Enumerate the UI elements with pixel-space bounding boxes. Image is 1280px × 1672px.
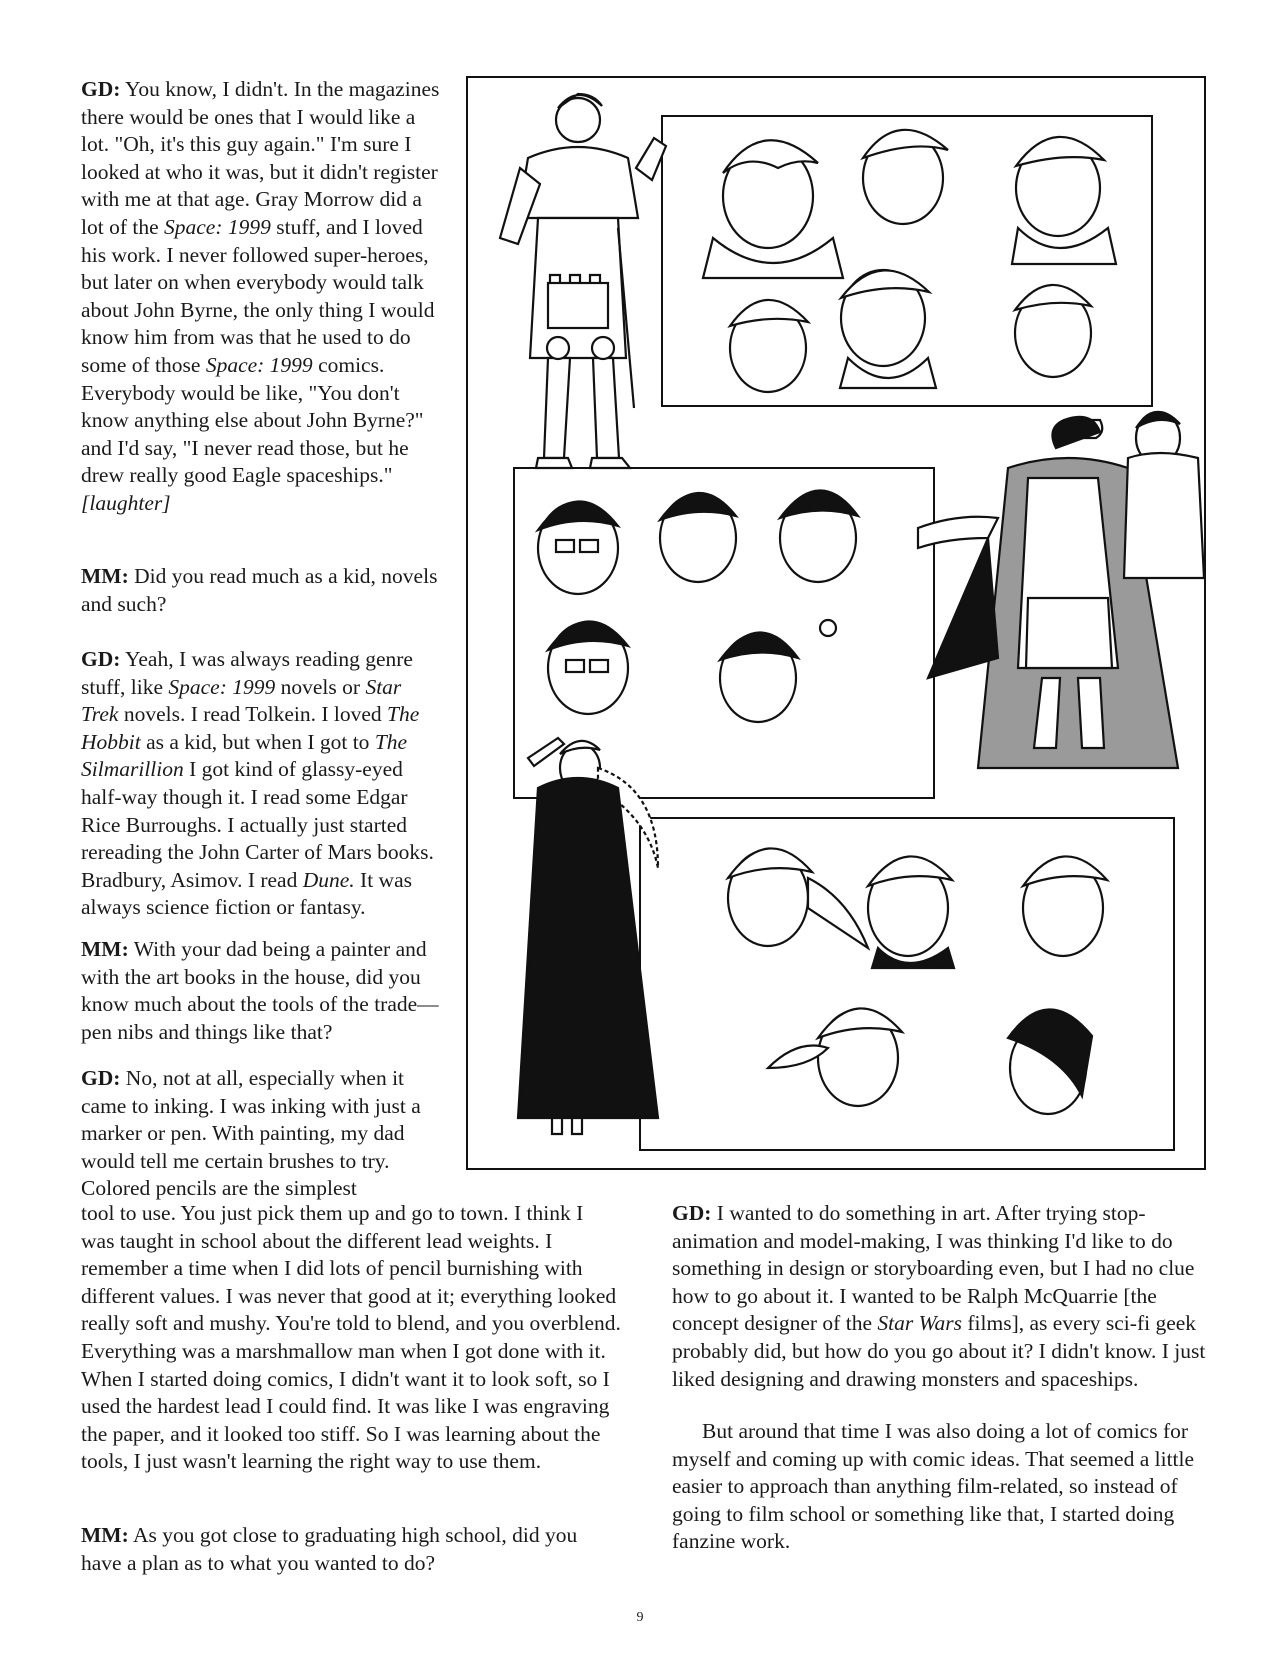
character-sketch-artwork	[466, 76, 1206, 1170]
interview-paragraph: GD: No, not at all, especially when it came to inking. I was inking with just a marker or pen. With painting, my dad would tell me certain brushes to try. Colored pencils are the simplest	[81, 1066, 421, 1201]
interview-paragraph: GD: I wanted to do something in art. After trying stop-animation and model-making, I was thinking I'd like to do something in design or storyboarding even, but I had no clue how to go about it. I wanted to be Ralph McQuarrie [the concept designer of the Star Wars films], as every sci-fi geek probably did, but how do you go about it? I didn't know. I just liked designing and drawing monsters and spaceships.	[672, 1201, 1206, 1391]
head-sketches-middle	[538, 490, 858, 722]
sketch-illustration	[468, 78, 1204, 1168]
interview-paragraph: MM: Did you read much as a kid, novels and such?	[81, 564, 438, 616]
speaker-label: GD:	[81, 1066, 121, 1090]
interview-paragraph: MM: As you got close to graduating high school, did you have a plan as to what you wanted to do?	[81, 1523, 578, 1575]
interview-paragraph: GD: Yeah, I was always reading genre stuff, like Space: 1999 novels or Star Trek novels. I read Tolkein. I loved The Hobbit as a kid, but when I got to The Silmarillion I got kind of glassy-eyed half-way though it. I read some Edgar Rice Burroughs. I actually just started rereading the John Carter of Mars books. Bradbury, Asimov. I read Dune. It was always science fiction or fantasy.	[81, 647, 434, 920]
cloaked-figures	[918, 412, 1204, 768]
speaker-label: GD:	[81, 77, 121, 101]
interview-paragraph: GD: You know, I didn't. In the magazines there would be ones that I would like a lot. "Oh, it's this guy again." I'm sure I looked at who it was, but it didn't register with me at that age. Gray Morrow did a lot of the Space: 1999 stuff, and I loved his work. I never followed super-heroes, but later on when everybody would talk about John Byrne, the only thing I would know him from was that he used to do some of those Space: 1999 comics. Everybody would be like, "You don't know anything else about John Byrne?" and I'd say, "I never read those, but he drew really good Eagle spaceships." [laughter]	[81, 77, 440, 515]
interview-paragraph-continued: tool to use. You just pick them up and go to town. I think I was taught in school about the different lead weights. I remember a time when I did lots of pencil burnishing with different values. I was never that good at it; everything looked really soft and mushy. You're told to blend, and you overblend. Everything was a marshmallow man when I got done with it. When I started doing comics, I didn't want it to look soft, so I used the hardest lead I could find. It was like I was engraving the paper, and it looked too stiff. So I was learning about the tools, I just wasn't learning the right way to use them.	[81, 1201, 621, 1474]
page-number: 9	[636, 1610, 644, 1625]
archer-figure	[518, 738, 658, 1134]
speaker-label: MM:	[81, 564, 129, 588]
speaker-label: MM:	[81, 937, 129, 961]
speaker-label: GD:	[672, 1201, 712, 1225]
head-sketches-top	[703, 130, 1116, 392]
speaker-label: GD:	[81, 647, 121, 671]
head-sketches-bottom	[728, 848, 1107, 1114]
interview-paragraph: But around that time I was also doing a lot of comics for myself and coming up with comic ideas. That seemed a little easier to approach than anything film-related, so instead of going to film school or something like that, I started doing fanzine work.	[672, 1419, 1195, 1554]
speaker-label: MM:	[81, 1523, 129, 1547]
interview-paragraph: MM: With your dad being a painter and with the art books in the house, did you know much about the tools of the trade—pen nibs and things like that?	[81, 937, 439, 1044]
standing-figure-tunic	[500, 94, 666, 468]
